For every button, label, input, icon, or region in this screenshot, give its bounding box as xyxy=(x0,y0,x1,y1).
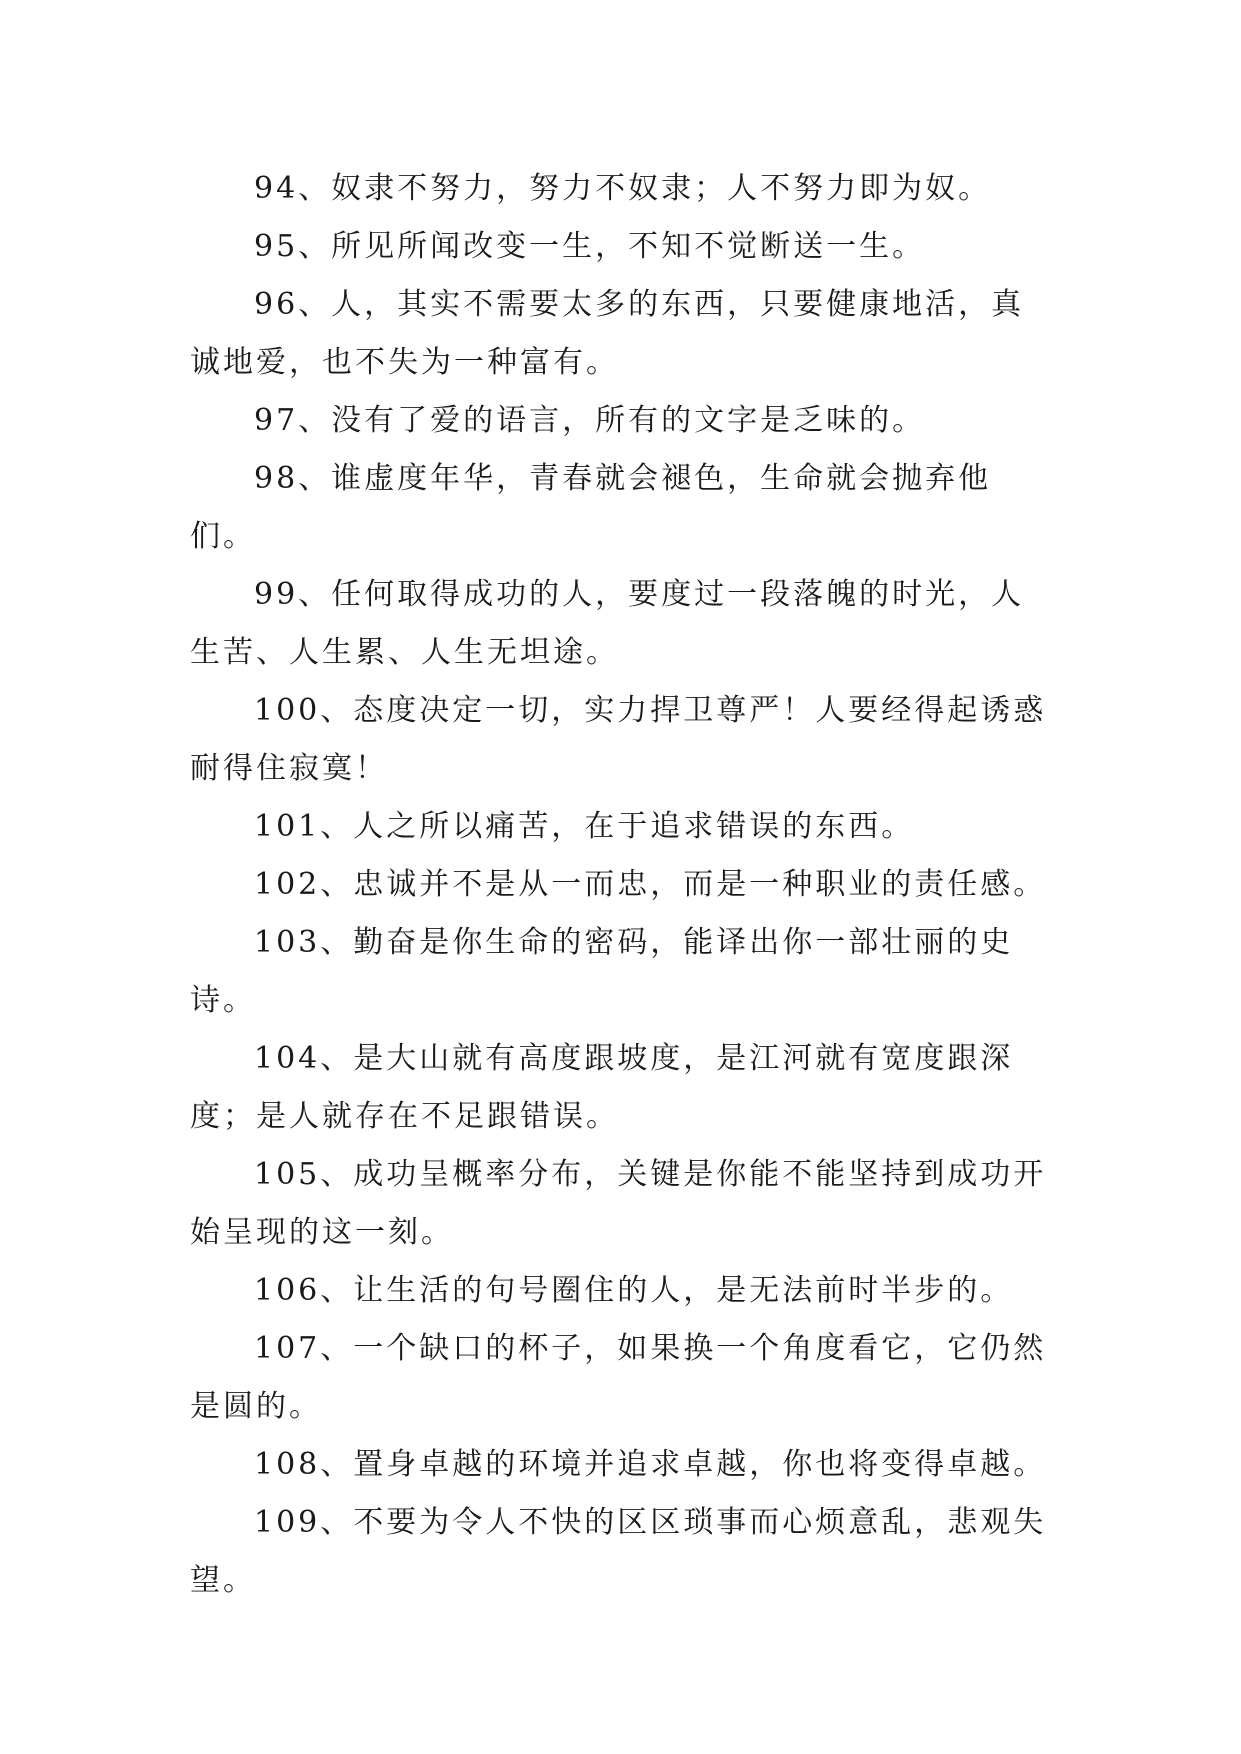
paragraph-94: 94、奴隶不努力，努力不奴隶；人不努力即为奴。 xyxy=(254,171,992,206)
paragraph-98: 98、谁虚度年华，青春就会褪色，生命就会抛弃他们。 xyxy=(190,461,992,554)
paragraph-104: 104、是大山就有高度跟坡度，是江河就有宽度跟深度；是人就存在不足跟错误。 xyxy=(190,1041,1014,1134)
paragraph-103: 103、勤奋是你生命的密码，能译出你一部壮丽的史诗。 xyxy=(190,925,1014,1018)
paragraph-109: 109、不要为令人不快的区区琐事而心烦意乱，悲观失望。 xyxy=(190,1505,1047,1598)
paragraph-101: 101、人之所以痛苦，在于追求错误的东西。 xyxy=(254,809,915,844)
paragraph-97: 97、没有了爱的语言，所有的文字是乏味的。 xyxy=(254,403,926,438)
paragraph-102: 102、忠诚并不是从一而忠，而是一种职业的责任感。 xyxy=(254,867,1047,902)
paragraph-99: 99、任何取得成功的人，要度过一段落魄的时光，人生苦、人生累、人生无坦途。 xyxy=(190,577,1025,670)
document-body xyxy=(190,160,1052,1610)
paragraph-107: 107、一个缺口的杯子，如果换一个角度看它，它仍然是圆的。 xyxy=(190,1331,1047,1424)
paragraph-108: 108、置身卓越的环境并追求卓越，你也将变得卓越。 xyxy=(254,1447,1047,1482)
paragraph-95: 95、所见所闻改变一生，不知不觉断送一生。 xyxy=(254,229,926,264)
paragraph-100: 100、态度决定一切，实力捍卫尊严！人要经得起诱惑耐得住寂寞！ xyxy=(190,693,1047,786)
paragraph-96: 96、人，其实不需要太多的东西，只要健康地活，真诚地爱，也不失为一种富有。 xyxy=(190,287,1025,380)
paragraph-106: 106、让生活的句号圈住的人，是无法前时半步的。 xyxy=(254,1273,1014,1308)
paragraph-105: 105、成功呈概率分布，关键是你能不能坚持到成功开始呈现的这一刻。 xyxy=(190,1157,1047,1250)
